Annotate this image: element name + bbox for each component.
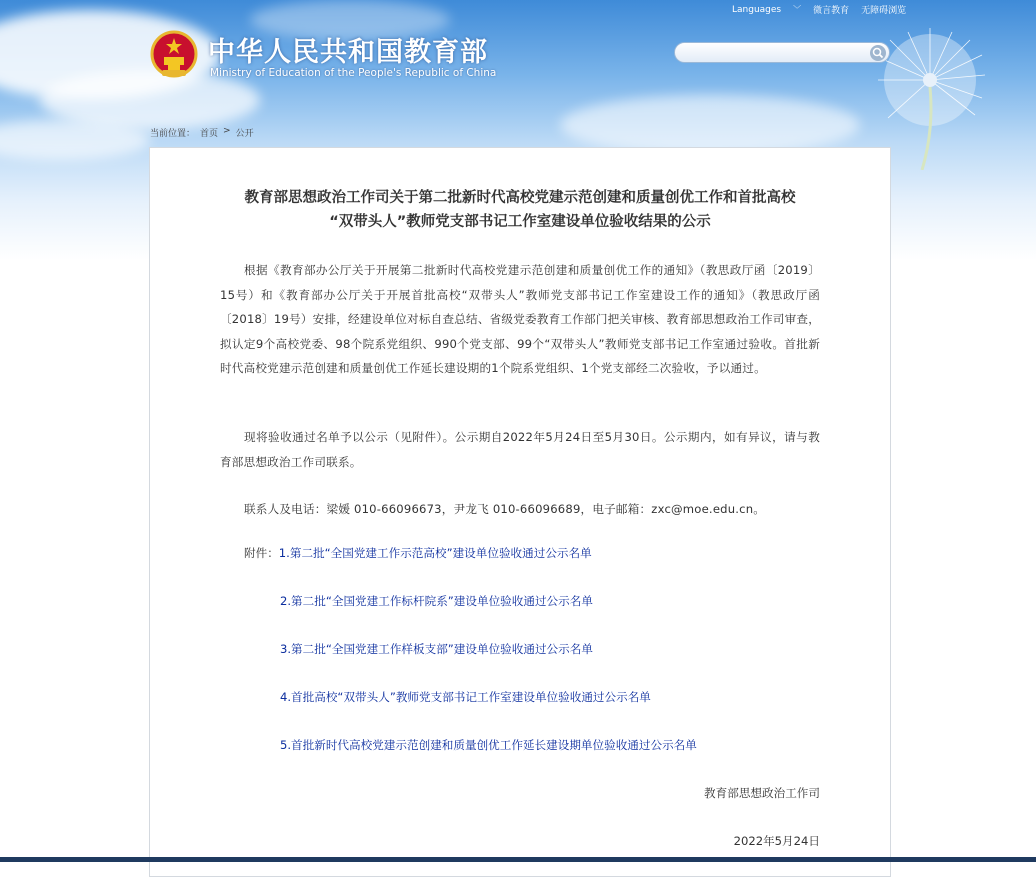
article-panel	[149, 147, 891, 877]
signature: 教育部思想政治工作司	[704, 786, 820, 800]
contact-paragraph: 联系人及电话：梁媛 010-66096673，尹龙飞 010-66096689，电子邮箱：zxc@moe.edu.cn。	[244, 502, 766, 516]
attachment-link-1[interactable]: 1.第二批“全国党建工作示范高校”建设单位验收通过公示名单	[278, 546, 592, 560]
breadcrumb-prefix: 当前位置：	[150, 129, 196, 139]
languages-link[interactable]: Languages	[732, 4, 782, 15]
article-paragraph: 现将验收通过名单予以公示（见附件）。公示期自2022年5月24日至5月30日。公示期内，如有异议，请与教育部思想政治工作司联系。	[220, 430, 820, 469]
article-title-line1: 教育部思想政治工作司关于第二批新时代高校党建示范创建和质量创优工作和首批高校	[244, 190, 796, 206]
search-input[interactable]	[683, 45, 867, 62]
breadcrumb	[150, 126, 254, 139]
publish-date: 2022年5月24日	[733, 834, 820, 848]
attachment-row	[280, 737, 697, 753]
attachment-link-5[interactable]: 5.首批新时代高校党建示范创建和质量创优工作延长建设期单位验收通过公示名单	[280, 738, 697, 752]
site-subtitle: Ministry of Education of the People's Republic of China	[210, 67, 497, 79]
breadcrumb-current[interactable]: 公开	[235, 129, 254, 139]
breadcrumb-home-link[interactable]: 首页	[200, 129, 219, 139]
national-emblem-icon[interactable]	[150, 30, 198, 82]
attachment-label: 附件：	[244, 546, 279, 560]
cloud-decoration	[560, 95, 860, 155]
chevron-down-icon[interactable]: ﹀	[793, 5, 802, 14]
breadcrumb-separator: >	[223, 126, 231, 136]
accessibility-link[interactable]: 无障碍浏览	[861, 6, 907, 16]
attachment-link-3[interactable]: 3.第二批“全国党建工作样板支部”建设单位验收通过公示名单	[280, 642, 593, 656]
attachment-row	[244, 545, 592, 561]
attachment-row	[280, 593, 593, 609]
search-icon[interactable]	[869, 44, 887, 62]
article-title-line2: “双带头人”教师党支部书记工作室建设单位验收结果的公示	[329, 214, 711, 230]
attachment-row	[280, 641, 593, 657]
attachment-link-2[interactable]: 2.第二批“全国党建工作标杆院系”建设单位验收通过公示名单	[280, 594, 593, 608]
site-title[interactable]: 中华人民共和国教育部	[208, 37, 488, 68]
article-paragraph: 根据《教育部办公厅关于开展第二批新时代高校党建示范创建和质量创优工作的通知》（教思政厅函〔2019〕15号）和《教育部办公厅关于开展首批高校“双带头人”教师党支部书记工作室建设工作的通知》（教思政厅函〔2018〕19号）安排，经建设单位对标自查总结、省级党委教育工作部门把关审核、教育部思想政治工作司审查，拟认定9个高校党委、98个院系党组织、990个党支部、99个“双带头人”教师党支部书记工作室通过验收。首批新时代高校党建示范创建和质量创优工作延长建设期的1个院系党组织、1个党支部经二次验收，予以通过。	[220, 263, 820, 375]
attachment-row	[280, 689, 651, 705]
weiyan-link[interactable]: 微言教育	[813, 6, 850, 16]
cloud-decoration	[0, 120, 150, 160]
search-box	[674, 42, 890, 63]
top-links	[732, 3, 906, 16]
article-title	[150, 186, 890, 234]
attachment-link-4[interactable]: 4.首批高校“双带头人”教师党支部书记工作室建设单位验收通过公示名单	[280, 690, 651, 704]
bottom-bar	[0, 857, 1036, 862]
